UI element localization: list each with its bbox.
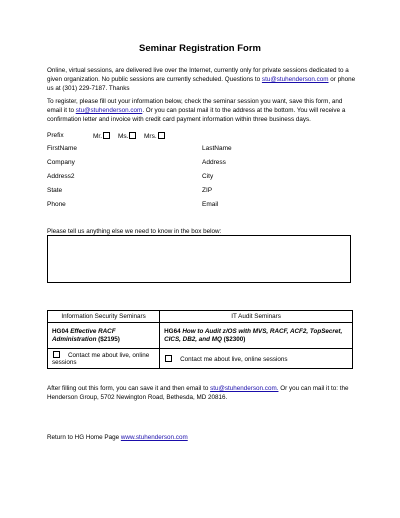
intro-paragraph: [47, 66, 357, 93]
hg64-price: ($2300): [221, 335, 246, 343]
city-field[interactable]: City: [202, 173, 214, 180]
prefix-ms-checkbox[interactable]: [129, 132, 136, 139]
firstname-field[interactable]: FirstName: [47, 145, 77, 152]
prefix-mrs-label: Mrs.: [144, 133, 157, 140]
prefix-mrs-checkbox[interactable]: [158, 132, 165, 139]
prefix-mr-option[interactable]: [93, 132, 110, 140]
prefix-mr-checkbox[interactable]: [103, 132, 110, 139]
instructions-email-link[interactable]: stu@stuhenderson.com: [75, 107, 143, 114]
contact-hg64-cell: [160, 349, 353, 369]
return-text: Return to HG Home Page: [47, 434, 121, 441]
seminar-table: [47, 310, 353, 369]
company-field[interactable]: Company: [47, 159, 75, 166]
zip-field[interactable]: ZIP: [202, 187, 213, 194]
seminar-hg04-cell: [48, 323, 160, 349]
hg04-title: Effective RACF Administration: [52, 327, 116, 343]
prefix-mrs-option[interactable]: [144, 132, 165, 140]
contact-hg04-cell: [48, 349, 160, 369]
phone-field[interactable]: Phone: [47, 201, 66, 208]
return-line: [47, 433, 357, 442]
it-audit-seminars-header: IT Audit Seminars: [160, 311, 353, 323]
contact-hg04-checkbox[interactable]: [53, 351, 60, 358]
seminar-hg64-cell: [160, 323, 353, 349]
state-field[interactable]: State: [47, 187, 63, 194]
instructions-text: To register, please fill out your information below, check the seminar session you want, save this form, and email it to: [47, 98, 343, 114]
instructions-text-end: . Or you can postal mail it to the address at the bottom. You will receive a confirmation letter and invoice with credit card payment information within three business days.: [47, 107, 346, 123]
page-title: Seminar Registration Form: [139, 43, 261, 54]
footer-text-end: Or you can mail it to: the Henderson Group, 5702 Newington Road, Bethesda, MD 20816.: [47, 385, 349, 401]
email-field[interactable]: Email: [202, 201, 219, 208]
prefix-ms-label: Ms.: [118, 133, 129, 140]
hg04-code: HG04: [52, 327, 71, 335]
notes-textarea[interactable]: [47, 235, 351, 283]
footer-email-link[interactable]: stu@stuhenderson.com.: [210, 385, 279, 392]
prefix-label: Prefix: [47, 132, 64, 139]
intro-text-end: or phone us at (301) 229-7187. Thanks: [47, 76, 356, 92]
footer-paragraph: [47, 384, 357, 402]
prefix-ms-option[interactable]: [118, 132, 136, 140]
instructions-paragraph: [47, 97, 357, 124]
contact-hg64-label: Contact me about live, online sessions: [180, 355, 288, 363]
address2-field[interactable]: Address2: [47, 173, 75, 180]
lastname-field[interactable]: LastName: [202, 145, 232, 152]
infosec-seminars-header: Information Security Seminars: [48, 311, 160, 323]
footer-text: After filling out this form, you can save it and then email to: [47, 385, 211, 392]
hg04-price: ($2195): [96, 335, 120, 343]
intro-text: Online, virtual sessions, are delivered live over the Internet, currently only for private sessions dedicated to a given organization. No public sessions are currently scheduled. Questions to: [47, 67, 349, 83]
notes-prompt: Please tell us anything else we need to know in the box below:: [47, 228, 222, 235]
contact-hg04-label: Contact me about live, online sessions: [52, 352, 150, 366]
contact-hg64-checkbox[interactable]: [165, 355, 172, 362]
hg64-title: How to Audit z/OS with MVS, RACF, ACF2, TopSecret, CICS, DB2, and MQ: [164, 327, 343, 343]
prefix-mr-label: Mr.: [93, 133, 103, 140]
hg64-code: HG64: [164, 327, 183, 335]
intro-email-link[interactable]: stu@stuhenderson.com: [261, 76, 329, 83]
address-field[interactable]: Address: [202, 159, 226, 166]
home-page-link[interactable]: www.stuhenderson.com: [120, 434, 188, 441]
